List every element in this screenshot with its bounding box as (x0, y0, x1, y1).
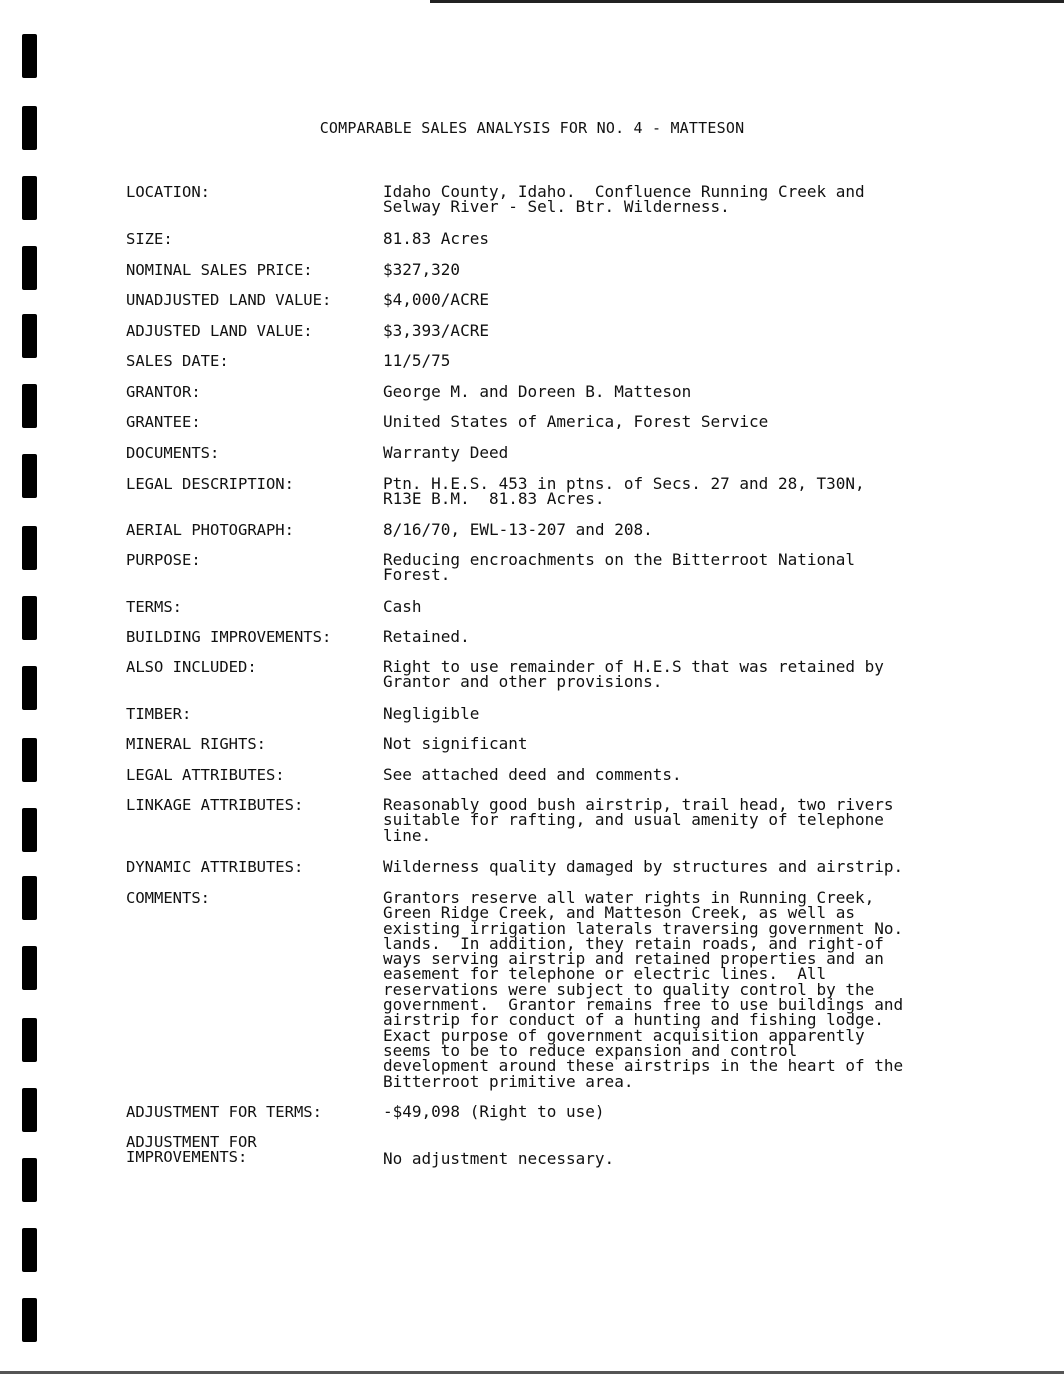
field-value: Right to use remainder of H.E.S that was retained by Grantor and other provisions. (383, 657, 884, 692)
punch-hole-mark (22, 176, 37, 220)
field-label: SALES DATE: (126, 352, 229, 370)
field-value: Grantors reserve all water rights in Running Creek, Green Ridge Creek, and Matteson Creek, as well as existing irrigation laterals traversing government No. lands. In addition, they retain roads, and right-of ways serving airstrip and retained properties and an easement for telephone or electric lines. All reservations were subject to quality control by the government. Grantor remains free to use buildings and airstrip for conduct of a hunting and fishing lodge. Exact purpose of government acquisition apparently seems to be to reduce expansion and control development around these airstrips in the heart of the Bitterroot primitive area. (383, 888, 904, 1091)
field-value: $4,000/ACRE (383, 290, 489, 309)
field-label: TERMS: (126, 598, 182, 616)
punch-hole-mark (22, 666, 37, 710)
field-value: Retained. (383, 627, 470, 646)
field-value: Not significant (383, 734, 528, 753)
field-label: PURPOSE: (126, 551, 201, 569)
punch-hole-mark (22, 34, 37, 78)
field-label: BUILDING IMPROVEMENTS: (126, 628, 332, 646)
page-title: COMPARABLE SALES ANALYSIS FOR NO. 4 - MATTESON (319, 119, 745, 137)
field-label: LOCATION: (126, 183, 210, 201)
field-label: ADJUSTMENT FOR TERMS: (126, 1103, 322, 1121)
punch-hole-mark (22, 1088, 37, 1132)
punch-hole-mark (22, 246, 37, 290)
field-label: GRANTEE: (126, 413, 201, 431)
field-value: See attached deed and comments. (383, 765, 682, 784)
field-label: ALSO INCLUDED: (126, 658, 257, 676)
field-label: MINERAL RIGHTS: (126, 735, 266, 753)
punch-hole-mark (22, 808, 37, 852)
field-label: NOMINAL SALES PRICE: (126, 261, 313, 279)
field-label: DYNAMIC ATTRIBUTES: (126, 858, 304, 876)
punch-hole-mark (22, 1228, 37, 1272)
field-value: $3,393/ACRE (383, 321, 489, 340)
field-value: Wilderness quality damaged by structures and airstrip. (383, 857, 904, 876)
punch-hole-mark (22, 1298, 37, 1342)
punch-hole-mark (22, 876, 37, 920)
field-value: Negligible (383, 704, 480, 723)
field-label: UNADJUSTED LAND VALUE: (126, 291, 332, 309)
field-value: Ptn. H.E.S. 453 in ptns. of Secs. 27 and 28, T30N, R13E B.M. 81.83 Acres. (383, 474, 865, 509)
scan-top-edge (430, 0, 1064, 3)
field-value: George M. and Doreen B. Matteson (383, 382, 692, 401)
punch-hole-mark (22, 1018, 37, 1062)
field-label: ADJUSTED LAND VALUE: (126, 322, 313, 340)
punch-hole-mark (22, 454, 37, 498)
punch-hole-mark (22, 596, 37, 640)
field-value: 11/5/75 (383, 351, 451, 370)
field-value: Warranty Deed (383, 443, 509, 462)
field-label: DOCUMENTS: (126, 444, 220, 462)
field-value: $327,320 (383, 260, 461, 279)
field-value: -$49,098 (Right to use) (383, 1102, 605, 1121)
field-label: LEGAL DESCRIPTION: (126, 475, 294, 493)
field-label: AERIAL PHOTOGRAPH: (126, 521, 294, 539)
field-value: United States of America, Forest Service (383, 412, 769, 431)
field-label: LINKAGE ATTRIBUTES: (126, 796, 304, 814)
field-value: Idaho County, Idaho. Confluence Running Creek and Selway River - Sel. Btr. Wilderness. (383, 182, 865, 217)
field-value: Reducing encroachments on the Bitterroot National Forest. (383, 550, 856, 585)
punch-hole-mark (22, 526, 37, 570)
punch-hole-mark (22, 946, 37, 990)
field-value: 81.83 Acres (383, 229, 489, 248)
field-value: Reasonably good bush airstrip, trail head, two rivers suitable for rafting, and usual amenity of telephone line. (383, 795, 894, 845)
punch-hole-mark (22, 1158, 37, 1202)
scan-bottom-edge (0, 1371, 1064, 1374)
punch-hole-mark (22, 314, 37, 358)
field-label: LEGAL ATTRIBUTES: (126, 766, 285, 784)
field-value: Cash (383, 597, 422, 616)
field-value: No adjustment necessary. (383, 1149, 615, 1168)
punch-hole-mark (22, 738, 37, 782)
field-label: GRANTOR: (126, 383, 201, 401)
field-label: COMMENTS: (126, 889, 210, 907)
field-label: SIZE: (126, 230, 173, 248)
punch-hole-mark (22, 384, 37, 428)
field-label: ADJUSTMENT FOR IMPROVEMENTS: (126, 1133, 257, 1167)
field-value: 8/16/70, EWL-13-207 and 208. (383, 520, 653, 539)
field-label: TIMBER: (126, 705, 192, 723)
